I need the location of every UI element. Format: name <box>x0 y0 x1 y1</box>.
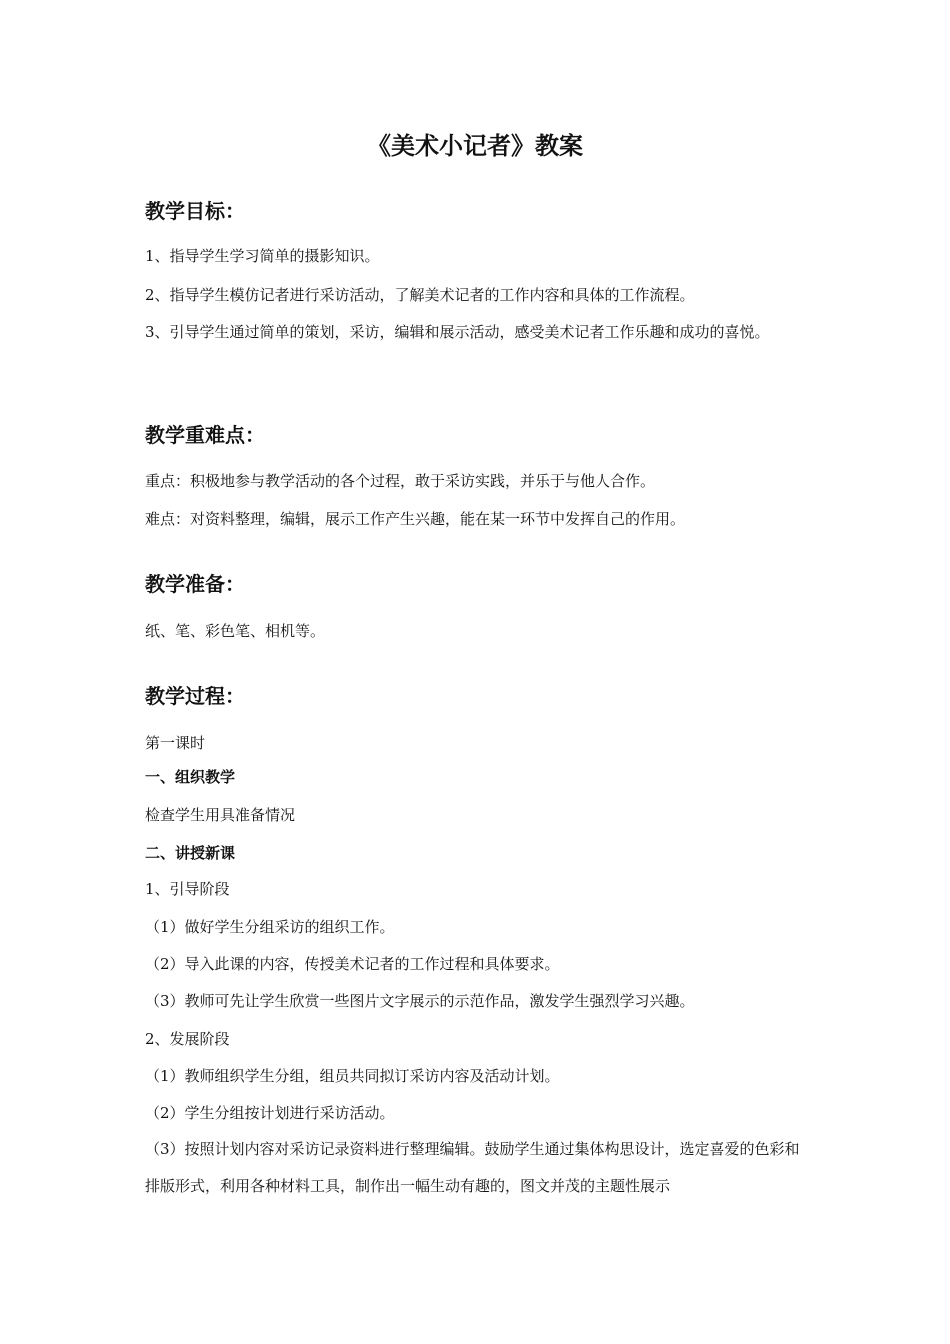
stage2-item-2: （2）学生分组按计划进行采访活动。 <box>145 1104 395 1122</box>
stage2-item-3: （3）按照计划内容对采访记录资料进行整理编辑。鼓励学生通过集体构思设计，选定喜爱的色彩和排版形式，利用各种材料工具，制作出一幅生动有趣的，图文并茂的主题性展示 <box>145 1140 800 1195</box>
objective-item-2: 2、指导学生模仿记者进行采访活动，了解美术记者的工作内容和具体的工作流程。 <box>145 286 695 304</box>
process-heading: 教学过程： <box>145 684 245 708</box>
objective-item-3: 3、引导学生通过简单的策划，采访，编辑和展示活动，感受美术记者工作乐趣和成功的喜悦。 <box>145 323 770 341</box>
key-points-heading: 教学重难点： <box>145 423 265 447</box>
stage1-item-3: （3）教师可先让学生欣赏一些图片文字展示的示范作品，激发学生强烈学习兴趣。 <box>145 992 695 1010</box>
document-title: 《美术小记者》教案 <box>367 132 583 160</box>
preparation-text: 纸、笔、彩色笔、相机等。 <box>145 622 326 640</box>
key-point-item-2: 难点：对资料整理，编辑，展示工作产生兴趣，能在某一环节中发挥自己的作用。 <box>145 510 686 528</box>
stage1-title: 1、引导阶段 <box>145 880 230 898</box>
part2-title: 二、讲授新课 <box>145 844 236 862</box>
stage2-title: 2、发展阶段 <box>145 1030 230 1048</box>
lesson-label: 第一课时 <box>145 734 206 752</box>
part1-text: 检查学生用具准备情况 <box>145 806 296 824</box>
stage2-item-1: （1）教师组织学生分组，组员共同拟订采访内容及活动计划。 <box>145 1067 560 1085</box>
objectives-heading: 教学目标： <box>145 199 245 223</box>
stage1-item-1: （1）做好学生分组采访的组织工作。 <box>145 918 395 936</box>
objective-item-1: 1、指导学生学习简单的摄影知识。 <box>145 247 380 265</box>
key-point-item-1: 重点：积极地参与教学活动的各个过程，敢于采访实践，并乐于与他人合作。 <box>145 472 656 490</box>
preparation-heading: 教学准备： <box>145 572 245 596</box>
part1-title: 一、组织教学 <box>145 768 236 786</box>
stage1-item-2: （2）导入此课的内容，传授美术记者的工作过程和具体要求。 <box>145 955 560 973</box>
